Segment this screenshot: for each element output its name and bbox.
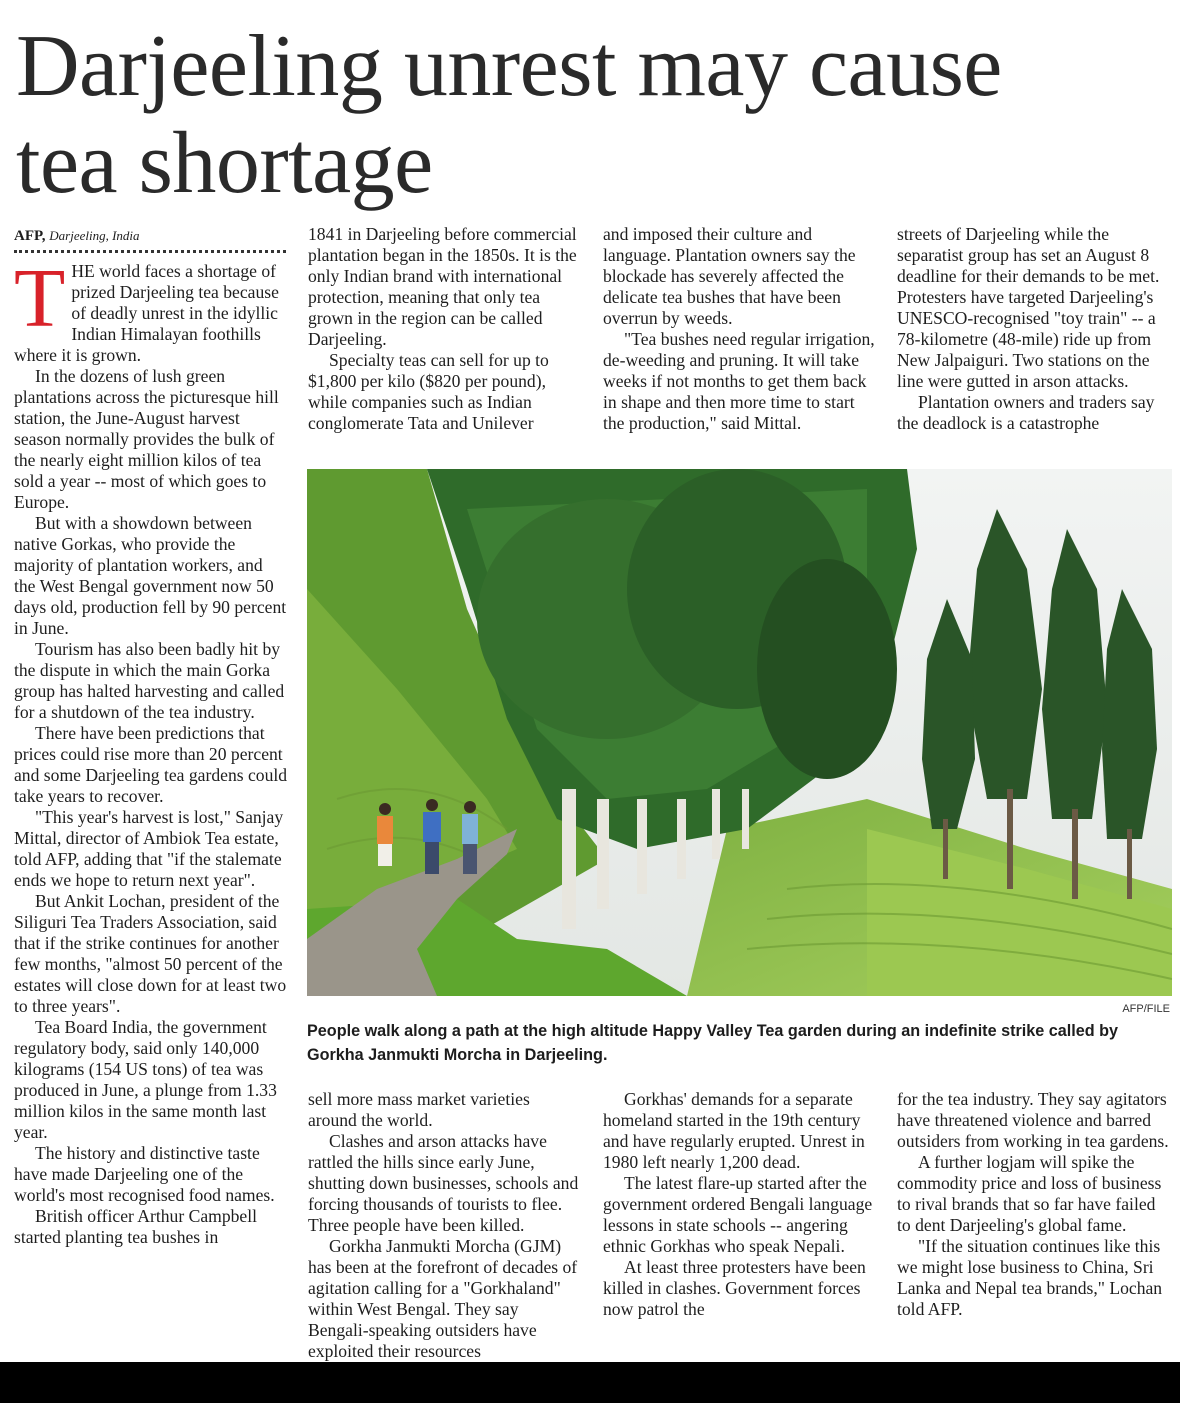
paragraph: A further logjam will spike the commodity price and loss of business to rival brands that so far have failed to dent Darjeeling's global fame.	[897, 1152, 1162, 1235]
paragraph: HE world faces a shortage of prized Darjeeling tea because of deadly unrest in the idyllic Indian Himalayan foothills where it is grown.	[14, 261, 279, 365]
paragraph: Clashes and arson attacks have rattled the hills since early June, shutting down businesses, schools and forcing thousands of tourists to flee. Three people have been killed.	[308, 1131, 579, 1235]
paragraph: But Ankit Lochan, president of the Siliguri Tea Traders Association, said that if the strike continues for another few months, "almost 50 percent of the estates will close down for at least two to three years".	[14, 891, 287, 1016]
bottom-black-bar	[0, 1362, 1180, 1403]
paragraph: "This year's harvest is lost," Sanjay Mittal, director of Ambiok Tea estate, told AFP, adding that "if the stalemate ends we hope to return next year".	[14, 807, 284, 890]
photo-credit: AFP/FILE	[1122, 1003, 1170, 1015]
photo-caption: People walk along a path at the high altitude Happy Valley Tea garden during an indefinite strike called by Gorkha Janmukti Morcha in Darjeeling.	[307, 1022, 1119, 1064]
paragraph: Plantation owners and traders say the deadlock is a catastrophe	[897, 392, 1155, 433]
article-column-4-bottom	[897, 1089, 1171, 1320]
paragraph: Tea Board India, the government regulatory body, said only 140,000 kilograms (154 US tons) of tea was produced in June, a plunge from 1.33 million kilos in the same month last year.	[14, 1017, 277, 1142]
paragraph: At least three protesters have been killed in clashes. Government forces now patrol the	[603, 1257, 866, 1319]
paragraph: Tourism has also been badly hit by the dispute in which the main Gorka group has halted harvesting and called for a shutdown of the tea industry.	[14, 639, 285, 722]
byline-agency: AFP,	[14, 228, 46, 244]
paragraph: In the dozens of lush green plantations across the picturesque hill station, the June-August harvest season normally provides the bulk of the nearly eight million kilos of tea sold a year -- most of which goes to Europe.	[14, 366, 279, 512]
byline-location: Darjeeling, India	[49, 228, 140, 243]
paragraph: British officer Arthur Campbell started planting tea bushes in	[14, 1206, 258, 1247]
paragraph: Specialty teas can sell for up to $1,800 per kilo ($820 per pound), while companies such as Indian conglomerate Tata and Unilever	[308, 350, 549, 433]
article-column-3-bottom	[603, 1089, 877, 1320]
paragraph: The history and distinctive taste have made Darjeeling one of the world's most recognised food names.	[14, 1143, 275, 1205]
article-column-4-top	[897, 224, 1171, 434]
paragraph: The latest flare-up started after the government ordered Bengali language lessons in state schools -- angering ethnic Gorkhas who speak Nepali.	[603, 1173, 873, 1256]
paragraph: for the tea industry. They say agitators have threatened violence and barred outsiders from working in tea gardens.	[897, 1089, 1169, 1151]
paragraph: "If the situation continues like this we might lose business to China, Sri Lanka and Nepal tea brands," Lochan told AFP.	[897, 1236, 1163, 1319]
article-column-2-top	[308, 224, 582, 434]
paragraph: and imposed their culture and language. Plantation owners say the blockade has severely affected the delicate tea bushes that have been overrun by weeds.	[603, 224, 856, 328]
paragraph: 1841 in Darjeeling before commercial plantation began in the 1850s. It is the only Indian brand with international protection, meaning that only tea grown in the region can be called Darjeeling.	[308, 224, 577, 349]
paragraph: Gorkha Janmukti Morcha (GJM) has been at the forefront of decades of agitation calling for a "Gorkhaland" within West Bengal. They say Bengali-speaking outsiders have exploited their resources	[308, 1236, 578, 1361]
tea-garden-photo	[307, 469, 1172, 996]
article-column-3-top	[603, 224, 877, 434]
headline: Darjeeling unrest may cause tea shortage	[16, 18, 1002, 212]
paragraph: There have been predictions that prices could rise more than 20 percent and some Darjeeling tea gardens could take years to recover.	[14, 723, 288, 806]
paragraph: But with a showdown between native Gorkas, who provide the majority of plantation workers, and the West Bengal government now 50 days old, production fell by 90 percent in June.	[14, 513, 287, 638]
article-column-2-bottom	[308, 1089, 582, 1362]
paragraph: Gorkhas' demands for a separate homeland started in the 19th century and have regularly erupted. Unrest in 1980 left nearly 1,200 dead.	[603, 1089, 865, 1172]
drop-cap: T	[14, 252, 66, 345]
paragraph: streets of Darjeeling while the separatist group has set an August 8 deadline for their demands to be met. Protesters have targeted Darjeeling's UNESCO-recognised "toy train" -- a 78-kilometre (48-mile) ride up from New Jalpaiguri. Two stations on the line were gutted in arson attacks.	[897, 224, 1160, 391]
paragraph: sell more mass market varieties around the world.	[308, 1089, 530, 1130]
paragraph: "Tea bushes need regular irrigation, de-weeding and pruning. It will take weeks if not months to get them back in shape and then more time to start the production," said Mittal.	[603, 329, 875, 433]
article-column-1	[14, 226, 288, 1248]
byline	[14, 226, 288, 246]
